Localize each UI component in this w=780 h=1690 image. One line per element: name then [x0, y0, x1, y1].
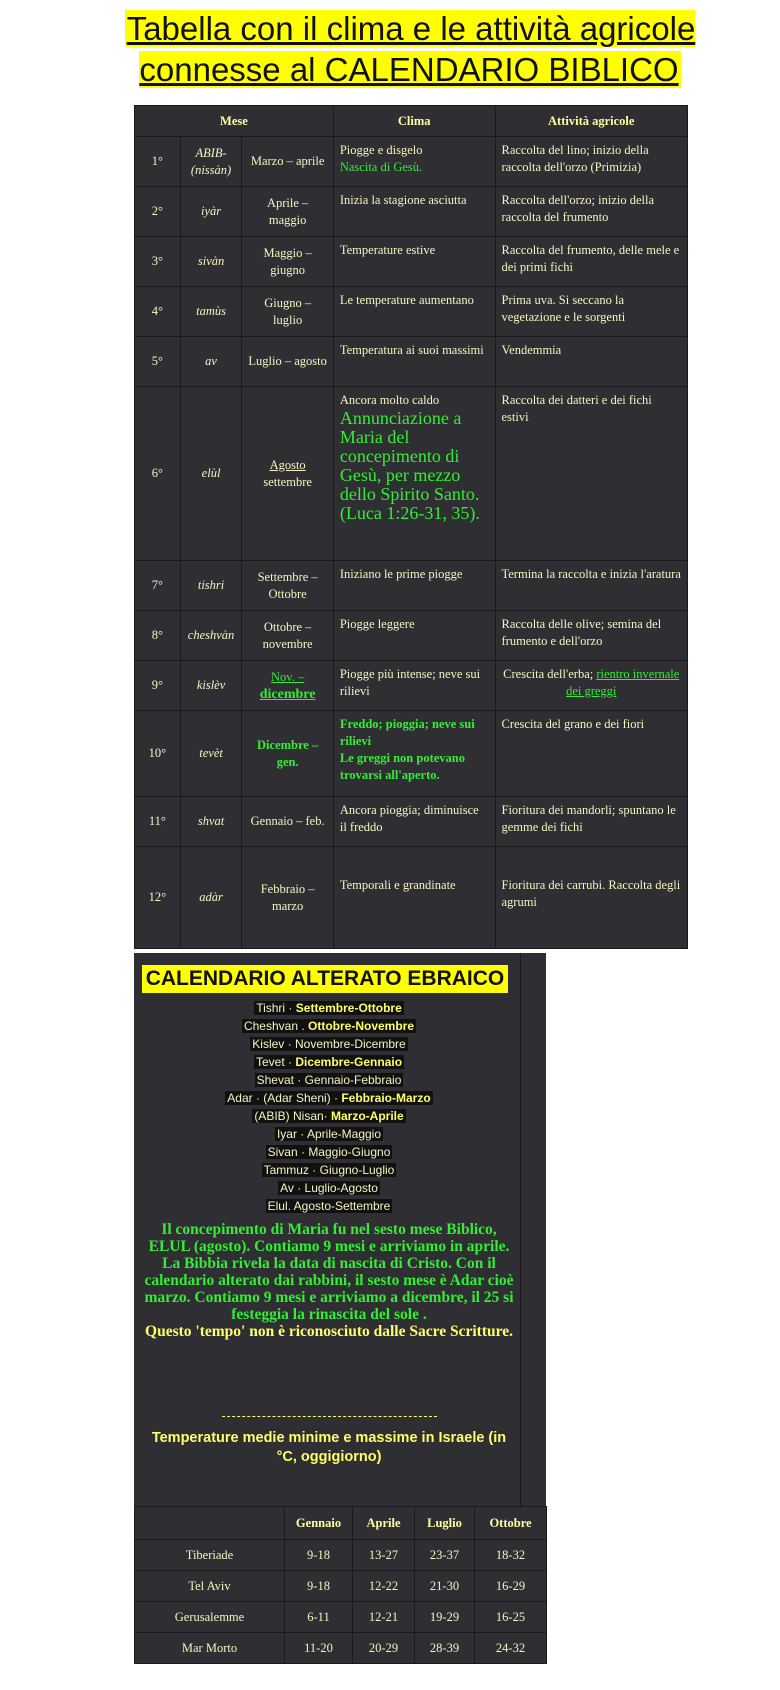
table-row [135, 611, 688, 661]
climate-cell: Piogge leggere [333, 611, 495, 661]
page-title: Tabella con il clima e le attività agricole connesse al CALENDARIO BIBLICO [126, 10, 696, 88]
temp-value: 12-21 [353, 1602, 415, 1633]
month-period: Marzo – aprile [242, 137, 333, 187]
climate-cell: Temporali e grandinate [333, 847, 495, 949]
annunciation-note: Annunciazione a Maria del concepimento di Gesù, per mezzo dello Spirito Santo. (Luca 1:26-31, 35). [339, 408, 480, 523]
month-number: 8° [135, 611, 181, 661]
month-name: sivàn [180, 237, 242, 287]
alt-month-text [266, 1145, 393, 1159]
temperature-row [135, 1633, 547, 1664]
month-number: 7° [135, 561, 181, 611]
panel-border [520, 953, 547, 1506]
month-period: Aprile – maggio [242, 187, 333, 237]
city-name: Gerusalemme [135, 1602, 285, 1633]
climate-cell [333, 711, 495, 797]
alt-month-line [134, 1090, 524, 1108]
month-period: Dicembre – gen. [242, 711, 333, 797]
activities-cell: Raccolta del lino; inizio della raccolta dell'orzo (Primizia) [495, 137, 688, 187]
city-name: Mar Morto [135, 1633, 285, 1664]
alt-month-period: Maggio-Giugno [308, 1145, 391, 1159]
alt-month-line [134, 1198, 524, 1216]
alt-month-name: (ABIB) Nisan· [254, 1109, 331, 1123]
activities-cell: Raccolta dell'orzo; inizio della raccolta del frumento [495, 187, 688, 237]
alt-month-name: Av · [280, 1181, 305, 1195]
activities-cell: Raccolta del frumento, delle mele e dei primi fichi [495, 237, 688, 287]
alt-month-line [134, 1144, 524, 1162]
climate-cell: Ancora pioggia; diminuisce il freddo [333, 797, 495, 847]
month-name: kislèv [180, 661, 242, 711]
temp-header-empty [135, 1507, 285, 1540]
explanation-body: Il concepimento di Maria fu nel sesto mese Biblico, ELUL (agosto). Contiamo 9 mesi e arriviamo in aprile. La Bibbia rivela la data di nascita di Cristo. Con il calendario alterato dai rabbini, il sesto mese è Adar cioè marzo. Contiamo 9 mesi e arriviamo a dicembre, il 25 si festeggia la rinascita del sole . [144, 1221, 514, 1323]
temperature-row [135, 1571, 547, 1602]
climate-text: Ancora molto caldo [339, 393, 440, 407]
explanation-text [140, 1221, 518, 1340]
climate-text: Freddo; pioggia; neve sui rilievi [339, 717, 475, 748]
temp-value: 20-29 [353, 1633, 415, 1664]
alt-month-line [134, 1162, 524, 1180]
table-row [135, 797, 688, 847]
city-name: Tel Aviv [135, 1571, 285, 1602]
month-name: cheshvàn [180, 611, 242, 661]
month-name: tishri [180, 561, 242, 611]
alt-month-line [134, 1180, 524, 1198]
temperature-row [135, 1602, 547, 1633]
alt-month-text [262, 1163, 397, 1177]
alt-month-text [242, 1019, 416, 1033]
month-number: 4° [135, 287, 181, 337]
dashed-divider [222, 1416, 437, 1417]
temp-value: 28-39 [415, 1633, 475, 1664]
month-period: Febbraio – marzo [242, 847, 333, 949]
temp-value: 24-32 [475, 1633, 547, 1664]
month-number: 2° [135, 187, 181, 237]
alt-month-list [134, 1000, 524, 1216]
month-name: tevèt [180, 711, 242, 797]
activities-cell [495, 661, 688, 711]
month-name: av [180, 337, 242, 387]
climate-cell: Le temperature aumentano [333, 287, 495, 337]
climate-note: Le greggi non potevano trovarsi all'aperto. [339, 751, 465, 782]
table-row [135, 387, 688, 561]
city-name: Tiberiade [135, 1540, 285, 1571]
activities-cell: Termina la raccolta e inizia l'aratura [495, 561, 688, 611]
month-name: ABIB- (nissàn) [180, 137, 242, 187]
month-number: 12° [135, 847, 181, 949]
table-row [135, 287, 688, 337]
temp-value: 9-18 [285, 1540, 353, 1571]
alt-month-name: Cheshvan . [243, 1019, 309, 1033]
header-activities: Attività agricole [495, 106, 688, 137]
alt-month-text [255, 1073, 404, 1087]
alt-month-text [266, 1199, 393, 1213]
alt-month-name: Adar · (Adar Sheni) · [227, 1091, 342, 1105]
activities-cell: Fioritura dei carrubi. Raccolta degli agrumi [495, 847, 688, 949]
table-row [135, 337, 688, 387]
month-number: 1° [135, 137, 181, 187]
month-number: 9° [135, 661, 181, 711]
climate-cell: Iniziano le prime piogge [333, 561, 495, 611]
table-row [135, 711, 688, 797]
alt-month-text [250, 1037, 407, 1051]
alt-month-period: Settembre-Ottobre [295, 1001, 402, 1015]
climate-note: Nascita di Gesù. [339, 160, 423, 174]
alt-month-period: Luglio-Agosto [304, 1181, 378, 1195]
month-period: Luglio – agosto [242, 337, 333, 387]
temp-value: 6-11 [285, 1602, 353, 1633]
climate-cell: Piogge più intense; neve sui rilievi [333, 661, 495, 711]
climate-cell [333, 387, 495, 561]
climate-cell: Temperature estive [333, 237, 495, 287]
month-period: Giugno – luglio [242, 287, 333, 337]
alt-month-line [134, 1072, 524, 1090]
header-climate: Clima [333, 106, 495, 137]
climate-text: Piogge e disgelo [339, 143, 423, 157]
month-period [242, 387, 333, 561]
month-name: shvat [180, 797, 242, 847]
period-start: Nov. – [271, 669, 305, 684]
temperature-header-row [135, 1507, 547, 1540]
temp-header-jul: Luglio [415, 1507, 475, 1540]
month-name: adàr [180, 847, 242, 949]
alt-month-period: Dicembre-Gennaio [295, 1055, 403, 1069]
month-period [242, 661, 333, 711]
table-row [135, 847, 688, 949]
table-row [135, 661, 688, 711]
alt-month-line [134, 1036, 524, 1054]
alt-month-line [134, 1018, 524, 1036]
month-period: Settembre – Ottobre [242, 561, 333, 611]
header-month: Mese [135, 106, 334, 137]
month-name: tamùs [180, 287, 242, 337]
alt-month-period: Gennaio-Febbraio [304, 1073, 402, 1087]
alt-month-name: Tammuz · [263, 1163, 320, 1177]
temp-value: 9-18 [285, 1571, 353, 1602]
month-period: Ottobre – novembre [242, 611, 333, 661]
temp-header-apr: Aprile [353, 1507, 415, 1540]
alt-month-period: Novembre-Dicembre [294, 1037, 406, 1051]
alt-month-line [134, 1126, 524, 1144]
alt-month-name: Iyar · [276, 1127, 307, 1141]
alt-month-period: Ottobre-Novembre [308, 1019, 415, 1033]
table-row [135, 187, 688, 237]
table-row [135, 137, 688, 187]
table-row [135, 237, 688, 287]
alt-month-line [134, 1108, 524, 1126]
temp-value: 16-29 [475, 1571, 547, 1602]
activities-cell: Vendemmia [495, 337, 688, 387]
temperature-title: Temperature medie minime e massime in Israele (in °C, oggigiorno) [151, 1430, 507, 1465]
alt-month-text [278, 1181, 380, 1195]
alt-month-name: Kislev · [252, 1037, 295, 1051]
climate-cell: Inizia la stagione asciutta [333, 187, 495, 237]
alt-month-period: Aprile-Maggio [306, 1127, 382, 1141]
alt-month-text [254, 1001, 404, 1015]
month-period: Maggio – giugno [242, 237, 333, 287]
activities-text: Crescita dell'erba; [503, 667, 594, 681]
month-number: 10° [135, 711, 181, 797]
alt-month-period: Marzo-Aprile [331, 1109, 404, 1123]
alt-month-text [225, 1091, 432, 1105]
alt-month-text [252, 1109, 405, 1123]
month-name: iyàr [180, 187, 242, 237]
period-end: settembre [263, 474, 312, 489]
temp-value: 12-22 [353, 1571, 415, 1602]
climate-cell [333, 137, 495, 187]
activities-note: rientro invernale dei greggi [566, 667, 680, 698]
activities-cell: Fioritura dei mandorli; spuntano le gemme dei fichi [495, 797, 688, 847]
activities-cell: Prima uva. Si seccano la vegetazione e le sorgenti [495, 287, 688, 337]
period-end: dicembre [259, 686, 316, 702]
temp-header-jan: Gennaio [285, 1507, 353, 1540]
alt-month-name: Elul. [267, 1199, 294, 1213]
alt-month-name: Sivan · [267, 1145, 309, 1159]
temp-value: 19-29 [415, 1602, 475, 1633]
explanation-note: Questo 'tempo' non è riconosciuto dalle Sacre Scritture. [145, 1323, 513, 1340]
alt-month-text [275, 1127, 383, 1141]
activities-cell: Crescita del grano e dei fiori [495, 711, 688, 797]
temperature-table [134, 1506, 547, 1664]
alt-month-name: Tevet · [255, 1055, 296, 1069]
alt-month-text [254, 1055, 404, 1069]
alt-calendar-panel [134, 953, 546, 1506]
temp-value: 18-32 [475, 1540, 547, 1571]
temp-value: 16-25 [475, 1602, 547, 1633]
temp-value: 23-37 [415, 1540, 475, 1571]
table-row [135, 561, 688, 611]
table-header-row [135, 106, 688, 137]
alt-month-period: Agosto-Settembre [293, 1199, 391, 1213]
alt-month-line [134, 1054, 524, 1072]
month-number: 5° [135, 337, 181, 387]
alt-calendar-title: CALENDARIO ALTERATO EBRAICO [142, 965, 508, 993]
alt-month-period: Febbraio-Marzo [341, 1091, 431, 1105]
temp-value: 13-27 [353, 1540, 415, 1571]
month-number: 11° [135, 797, 181, 847]
biblical-calendar-table [134, 105, 688, 949]
temp-value: 21-30 [415, 1571, 475, 1602]
activities-cell: Raccolta delle olive; semina del frumento e dell'orzo [495, 611, 688, 661]
alt-month-name: Tishri · [256, 1001, 296, 1015]
temp-header-oct: Ottobre [475, 1507, 547, 1540]
period-start: Agosto [269, 457, 306, 472]
month-period: Gennaio – feb. [242, 797, 333, 847]
temp-value: 11-20 [285, 1633, 353, 1664]
activities-cell: Raccolta dei datteri e dei fichi estivi [495, 387, 688, 561]
month-name: elùl [180, 387, 242, 561]
climate-cell: Temperatura ai suoi massimi [333, 337, 495, 387]
month-number: 3° [135, 237, 181, 287]
temperature-row [135, 1540, 547, 1571]
alt-month-line [134, 1000, 524, 1018]
alt-month-name: Shevat · [256, 1073, 305, 1087]
month-number: 6° [135, 387, 181, 561]
alt-month-period: Giugno-Luglio [319, 1163, 395, 1177]
